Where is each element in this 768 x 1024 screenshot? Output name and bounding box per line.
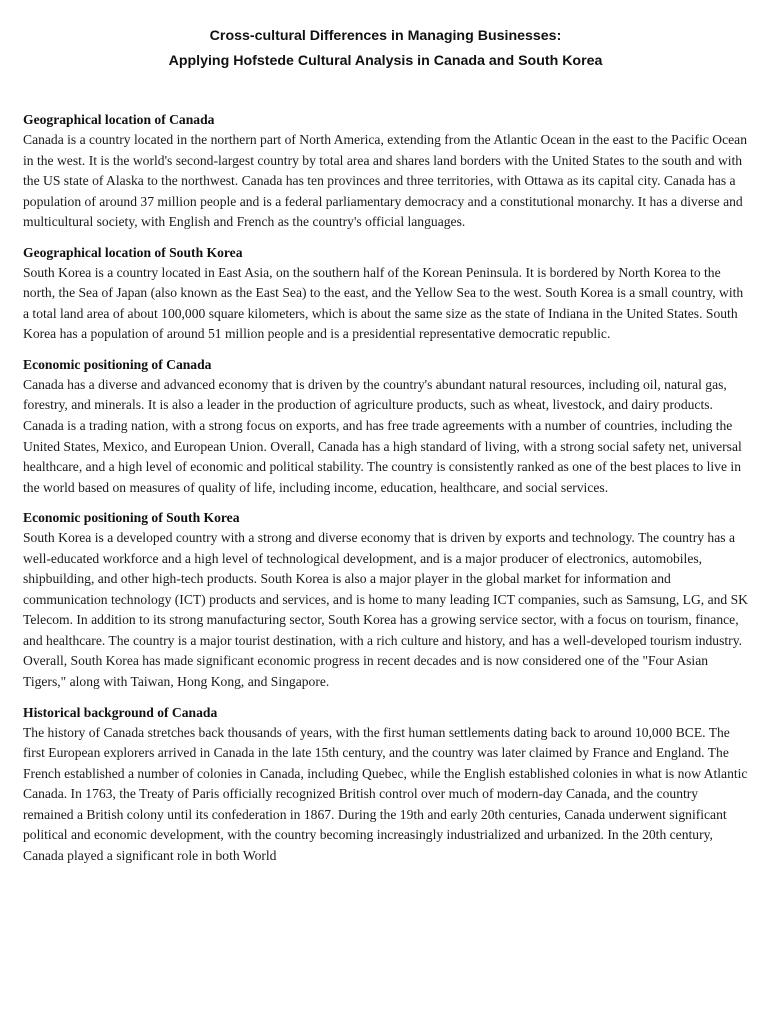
section-geography-south-korea	[23, 243, 748, 345]
section-history-canada	[23, 703, 748, 867]
section-economy-canada	[23, 355, 748, 498]
section-heading: Geographical location of Canada	[23, 112, 215, 127]
section-heading: Historical background of Canada	[23, 704, 218, 720]
section-paragraph: The history of Canada stretches back thousands of years, with the first human settlements dating back to around 10,000 BCE. The first European explorers arrived in Canada in the late 15th century, and the country was later claimed by France and England. The French established a number of colonies in Canada, including Quebec, while the English established colonies in what is now Atlantic Canada. In 1763, the Treaty of Paris officially recognized British control over much of modern-day Canada, and the country remained a British colony until its confederation in 1867. During the 19th and early 20th centuries, Canada underwent significant political and economic development, with the country becoming increasingly industrialized and urbanized. In the 20th century, Canada played a significant role in both World	[23, 724, 748, 863]
section-heading: Economic positioning of South Korea	[23, 510, 240, 526]
section-economy-south-korea	[23, 508, 748, 692]
section-geography-canada	[23, 110, 748, 233]
document-title	[23, 24, 748, 74]
document-body	[23, 110, 748, 866]
title-line-2: Applying Hofstede Cultural Analysis in Canada and South Korea	[168, 53, 603, 69]
section-paragraph: South Korea is a developed country with a strong and diverse economy that is driven by exports and technology. The country has a well-educated workforce and a high level of technological development, and is a major producer of electronics, automobiles, shipbuilding, and other high-tech products. South Korea is also a major player in the global market for information and communication technology (ICT) products and services, and is home to many leading ICT companies, such as Samsung, LG, and SK Telecom. In addition to its strong manufacturing sector, South Korea has a growing service sector, with a focus on tourism, finance, and healthcare. The country is a major tourist destination, with a rich culture and history, and has a well-developed tourism industry. Overall, South Korea has made significant economic progress in recent decades and is now considered one of the "Four Asian Tigers," along with Taiwan, Hong Kong, and Singapore.	[23, 530, 748, 690]
section-paragraph: South Korea is a country located in East Asia, on the southern half of the Korean Peninsula. It is bordered by North Korea to the north, the Sea of Japan (also known as the East Sea) to the east, and the Yellow Sea to the west. South Korea is a small country, with a total land area of about 100,000 square kilometers, which is about the same size as the state of Indiana in the United States. South Korea has a population of around 51 million people and is a presidential representative democratic republic.	[23, 264, 744, 342]
section-paragraph: Canada has a diverse and advanced economy that is driven by the country's abundant natural resources, including oil, natural gas, forestry, and minerals. It is also a leader in the production of agriculture products, such as wheat, livestock, and dairy products. Canada is a trading nation, with a strong focus on exports, and has free trade agreements with a number of countries, including the United States, Mexico, and European Union. Overall, Canada has a high standard of living, with a strong social safety net, universal healthcare, and a high level of economic and political stability. The country is consistently ranked as one of the best places to live in the world based on measures of quality of life, including income, education, healthcare, and social services.	[23, 376, 742, 495]
title-line-1: Cross-cultural Differences in Managing Businesses:	[209, 28, 562, 44]
section-paragraph: Canada is a country located in the northern part of North America, extending from the Atlantic Ocean in the east to the Pacific Ocean in the west. It is the world's second-largest country by total area and shares land borders with the United States to the south and with the US state of Alaska to the northwest. Canada has ten provinces and three territories, with Ottawa as its capital city. Canada has a population of around 37 million people and is a federal parliamentary democracy and a constitutional monarchy. It has a diverse and multicultural society, with English and French as the country's official languages.	[23, 132, 747, 230]
section-heading: Geographical location of South Korea	[23, 244, 243, 260]
section-heading: Economic positioning of Canada	[23, 356, 212, 372]
